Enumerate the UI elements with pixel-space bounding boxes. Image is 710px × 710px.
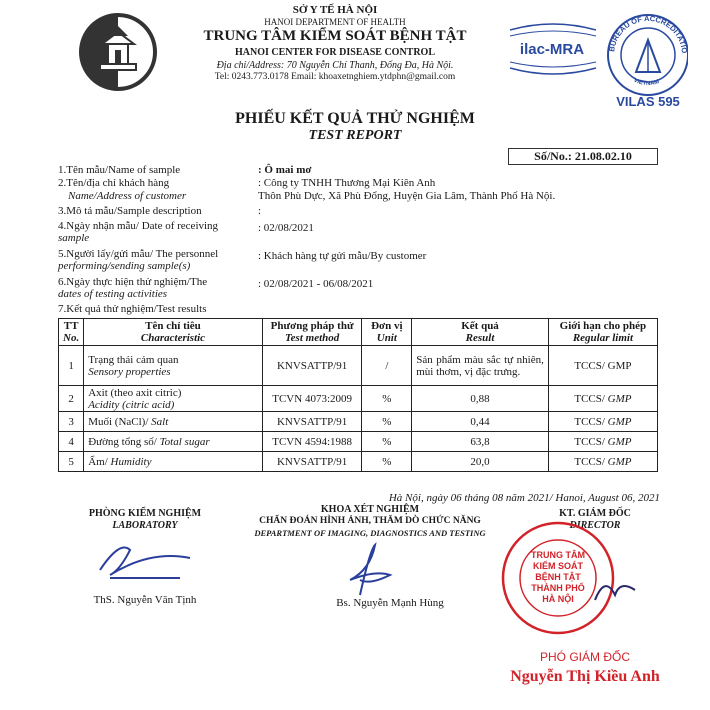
- description-value: :: [258, 205, 262, 217]
- sample-name: : Ô mai mơ: [258, 164, 312, 176]
- description-label: 3.Mô tả mẫu/Sample description: [58, 205, 202, 217]
- table-row: 3 Muối (NaCl)/ Salt KNVSATTP/91 % 0,44 TCCS/ GMP: [59, 412, 658, 432]
- col-header-characteristic: Tên chỉ tiêu Characteristic: [84, 319, 263, 346]
- dept-signer-name: Bs. Nguyễn Mạnh Hùng: [336, 597, 444, 609]
- report-title-en: TEST REPORT: [308, 128, 402, 143]
- personnel-label-2: performing/sending sample(s): [58, 260, 191, 272]
- col-header-limit: Giới hạn cho phép Regular limit: [548, 319, 657, 346]
- contact-info: Tel: 0243.773.0178 Email: khoaxetnghiem.ytdphn@gmail.com: [214, 72, 456, 82]
- director-title: KT. GIÁM ĐỐC: [559, 508, 631, 519]
- vilas-label: VILAS 595: [616, 94, 680, 109]
- center-name-en: HANOI CENTER FOR DISEASE CONTROL: [234, 47, 436, 58]
- col-header-result: Kết quả Result: [412, 319, 549, 346]
- col-header-no: TT No.: [59, 319, 84, 346]
- sample-name-label: 1.Tên mẫu/Name of sample: [58, 164, 181, 176]
- accreditation-badges: [508, 10, 688, 110]
- personnel-value: : Khách hàng tự gửi mẫu/By customer: [258, 250, 427, 262]
- testing-label: 6.Ngày thực hiện thử nghiệm/The: [58, 276, 208, 288]
- lab-signature: [90, 530, 200, 595]
- report-title: PHIẾU KẾT QUẢ THỬ NGHIỆM: [235, 110, 475, 127]
- report-number: Số/No.: 21.08.02.10: [508, 148, 658, 165]
- customer-name: : Công ty TNHH Thương Mại Kiên Anh: [258, 177, 436, 189]
- customer-address: Thôn Phù Dực, Xã Phù Đổng, Huyện Gia Lâm, Thành Phố Hà Nội.: [258, 190, 556, 202]
- ministry-name-en: HANOI DEPARTMENT OF HEALTH: [264, 17, 406, 27]
- dept-title-en: DEPARTMENT OF IMAGING, DIAGNOSTICS AND TESTING: [254, 528, 486, 538]
- customer-label-en: Name/Address of customer: [68, 190, 187, 202]
- receiving-label: 4.Ngày nhận mẫu/ Date of receiving: [58, 220, 219, 232]
- issue-date: Hà Nội, ngày 06 tháng 08 năm 2021/ Hanoi, August 06, 2021: [388, 492, 660, 504]
- dept-title-2: CHẨN ĐOÁN HÌNH ẢNH, THĂM DÒ CHỨC NĂNG: [259, 516, 481, 526]
- lab-title: PHÒNG KIỂM NGHIỆM: [88, 508, 202, 519]
- lab-title-en: LABORATORY: [112, 520, 178, 531]
- official-stamp: TRUNG TÂM KIỂM SOÁT BỆNH TẬT THÀNH PHỐ HÀ NỘI: [498, 518, 618, 638]
- personnel-label: 5.Người lấy/gửi mẫu/ The personnel: [58, 248, 219, 260]
- testing-label-2: dates of testing activities: [58, 288, 168, 300]
- dept-title: KHOA XÉT NGHIỆM: [320, 504, 420, 515]
- dept-signature: [330, 540, 410, 605]
- col-header-unit: Đơn vị Unit: [362, 319, 412, 346]
- table-row: 1 Trạng thái cảm quan Sensory properties KNVSATTP/91 / Sản phẩm màu sắc tự nhiên, mùi thơm, vị đặc trưng. TCCS/ GMP: [59, 346, 658, 386]
- results-table: [58, 318, 658, 472]
- svg-text:VIETNAM: VIETNAM: [632, 77, 661, 88]
- director-title-en: DIRECTOR: [569, 520, 621, 531]
- ilac-label: ilac-MRA: [519, 41, 585, 58]
- deputy-name: Nguyễn Thị Kiều Anh: [510, 668, 660, 685]
- center-name: TRUNG TÂM KIỂM SOÁT BỆNH TẬT: [203, 28, 467, 44]
- lab-signer-name: ThS. Nguyễn Văn Tịnh: [93, 594, 197, 606]
- cdc-logo: [78, 12, 158, 92]
- ministry-name: SỞ Y TẾ HÀ NỘI: [292, 4, 378, 16]
- col-header-method: Phương pháp thử Test method: [262, 319, 362, 346]
- table-row: 4 Đường tổng số/ Total sugar TCVN 4594:1988 % 63,8 TCCS/ GMP: [59, 432, 658, 452]
- table-row: 5 Ẩm/ Humidity KNVSATTP/91 % 20,0 TCCS/ GMP: [59, 452, 658, 472]
- svg-text:BUREAU OF ACCREDITATION: BUREAU OF ACCREDITATI: [607, 13, 688, 53]
- customer-label: 2.Tên/địa chỉ khách hàng: [58, 177, 170, 189]
- receiving-label-2: sample: [58, 232, 90, 244]
- results-label: 7.Kết quả thử nghiệm/Test results: [58, 303, 207, 315]
- table-header-row: [59, 319, 658, 346]
- address: Địa chỉ/Address: 70 Nguyễn Chí Thanh, Đống Đa, Hà Nội.: [216, 60, 454, 71]
- deputy-title: PHÓ GIÁM ĐỐC: [539, 650, 630, 664]
- receiving-date: : 02/08/2021: [258, 222, 314, 234]
- table-row: 2 Axit (theo axit citric) Acidity (citric acid) TCVN 4073:2009 % 0,88 TCCS/ GMP: [59, 386, 658, 412]
- director-signature: [590, 570, 640, 615]
- testing-dates: : 02/08/2021 - 06/08/2021: [258, 278, 374, 290]
